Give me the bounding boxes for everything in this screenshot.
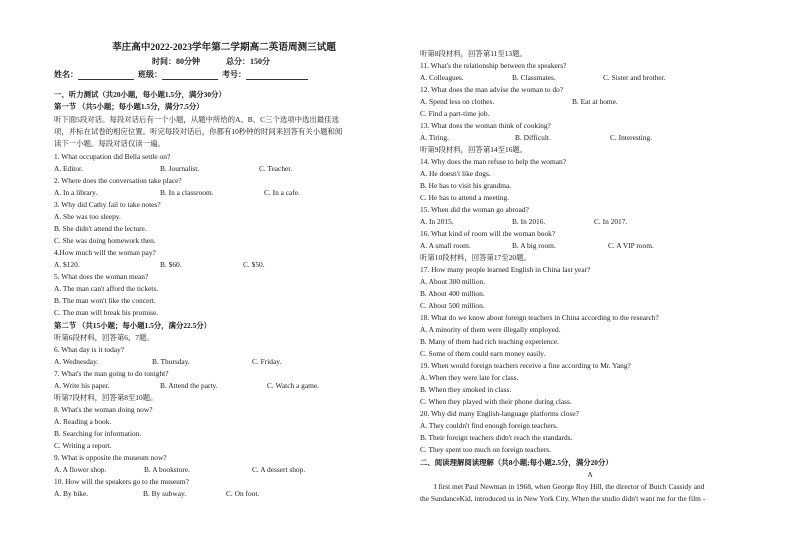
- option-c: C. A dessert shop.: [252, 465, 306, 474]
- option-c: C. In a cafe.: [264, 188, 300, 197]
- option-b: B. A bookstore.: [144, 465, 190, 474]
- option-b: B. Many of them had rich teaching experience.: [420, 337, 559, 346]
- question-stem: 11. What's the relationship between the speakers?: [420, 61, 567, 70]
- option-b: B. In 2016.: [512, 217, 546, 226]
- question-stem: 9. What is opposite the museum now?: [54, 453, 167, 462]
- option-b: B. In a classroom.: [160, 188, 214, 197]
- option-c: C. She was doing homework then.: [54, 236, 156, 245]
- option-c: C. They spent too much on foreign teachers.: [420, 445, 552, 454]
- option-a: A. Editor.: [54, 164, 83, 173]
- option-b: B. $60.: [160, 260, 182, 269]
- right-column: [420, 0, 760, 560]
- option-c: C. The man will break his promise.: [54, 308, 159, 317]
- exam-no-label: 考号：: [222, 70, 246, 79]
- question-stem: 19. When would foreign teachers receive a fine according to Mr. Yang?: [420, 361, 631, 370]
- passage-line-1: I first met Paul Newman in 1968, when George Roy Hill, the director of Butch Cassidy and: [434, 482, 705, 491]
- option-a: A. By bike.: [54, 489, 89, 498]
- option-b: B. By subway.: [143, 489, 187, 498]
- option-b: B. Thursday.: [152, 357, 190, 366]
- option-c: C. Friday.: [252, 357, 282, 366]
- question-stem: 3. Why did Cathy fail to take notes?: [54, 200, 161, 209]
- option-a: A. Tiring.: [420, 133, 449, 142]
- option-b: B. Searching for information.: [54, 429, 142, 438]
- question-stem: 13. What does the woman think of cooking?: [420, 121, 551, 130]
- option-a: A. In a library.: [54, 188, 98, 197]
- material-label: 听第7段材料，回答第8至10题。: [54, 393, 158, 402]
- question-stem: 20. Why did many English-language platforms close?: [420, 409, 579, 418]
- question-stem: 16. What kind of room will the woman book?: [420, 229, 556, 238]
- option-b: B. About 400 million.: [420, 289, 485, 298]
- exam-score: 总分：150分: [226, 57, 270, 66]
- option-a: A. Write his paper.: [54, 381, 110, 390]
- option-c: C. Find a part-time job.: [420, 109, 490, 118]
- option-a: A. They couldn't find enough foreign teachers.: [420, 421, 558, 430]
- option-a: A. About 300 million.: [420, 277, 486, 286]
- passage-letter: A: [587, 470, 593, 479]
- option-c: C. Writing a report.: [54, 441, 112, 450]
- option-a: A. $120.: [54, 260, 80, 269]
- question-stem: 15. When did the woman go abroad?: [420, 205, 529, 214]
- material-label: 听第6段材料，回答第6、7题。: [54, 333, 154, 342]
- option-a: A. Spend less on clothes.: [420, 97, 495, 106]
- option-b: B. Eat at home.: [572, 97, 618, 106]
- question-stem: 10. How will the speakers go to the museum?: [54, 477, 189, 486]
- option-a: A. In 2015.: [420, 217, 454, 226]
- section2-heading: 二、阅读理解阅读理解（共8小题;每小题2.5分，满分20分）: [420, 458, 613, 467]
- option-b: B. He has to visit his grandma.: [420, 181, 512, 190]
- option-b: B. She didn't attend the lecture.: [54, 224, 147, 233]
- option-a: A. He doesn't like dogs.: [420, 169, 491, 178]
- option-c: C. $50.: [243, 260, 265, 269]
- option-b: B. When they smoked in class.: [420, 385, 512, 394]
- question-stem: 8. What's the woman doing now?: [54, 405, 153, 414]
- option-a: A. Colleagues.: [420, 73, 464, 82]
- question-stem: 12. What does the man advise the woman to do?: [420, 85, 564, 94]
- material-label: 听第9段材料，回答第14至16题。: [420, 145, 528, 154]
- part1-heading: 第一节 （共5小题；每小题1.5分，满分7.5分）: [54, 102, 204, 111]
- option-c: C. About 500 million.: [420, 301, 485, 310]
- section1-heading: 一、听力测试（共20小题，每小题1.5分，满分30分）: [54, 90, 226, 99]
- question-stem: 7. What's the man going to do tonight?: [54, 369, 169, 378]
- option-c: C. Teacher.: [259, 164, 293, 173]
- option-c: C. Watch a game.: [267, 381, 320, 390]
- question-stem: 5. What does the woman mean?: [54, 272, 149, 281]
- exam-time: 时间：80分钟: [152, 57, 200, 66]
- question-stem: 2. Where does the conversation take place?: [54, 176, 182, 185]
- question-stem: 4.How much will the woman pay?: [54, 248, 156, 257]
- question-stem: 18. What do we know about foreign teachers in China according to the research?: [420, 313, 659, 322]
- option-c: C. Some of them could earn money easily.: [420, 349, 546, 358]
- option-a: A. A small room.: [420, 241, 471, 250]
- exam-no-field[interactable]: [246, 72, 308, 80]
- material-label: 听第8段材料，回答第11至13题。: [420, 49, 527, 58]
- option-b: B. Difficult.: [515, 133, 551, 142]
- option-a: A. Wednesday.: [54, 357, 99, 366]
- class-label: 班级：: [138, 70, 162, 79]
- name-label: 姓名：: [54, 70, 78, 79]
- question-stem: 14. Why does the man refuse to help the woman?: [420, 157, 566, 166]
- exam-title: 莘庄高中2022-2023学年第二学期高二英语周测三试题: [112, 42, 336, 53]
- option-b: B. A big room.: [512, 241, 556, 250]
- option-c: C. He has to attend a meeting.: [420, 193, 510, 202]
- question-stem: 17. How many people learned English in China last year?: [420, 265, 591, 274]
- material-label: 听第10段材料，回答第17至20题。: [420, 253, 531, 262]
- option-a: A. When they were late for class.: [420, 373, 519, 382]
- part2-heading: 第二节 （共15小题；每小题1.5分，满分22.5分）: [54, 321, 212, 330]
- option-a: A. The man can't afford the tickets.: [54, 284, 159, 293]
- option-c: C. A VIP room.: [608, 241, 654, 250]
- passage-line-2: the SundanceKid, introduced us in New York City. When the studio didn't want me for the film -: [420, 494, 706, 503]
- option-c: C. In 2017.: [594, 217, 628, 226]
- question-stem: 6. What day is it today?: [54, 345, 125, 354]
- question-stem: 1. What occupation did Bella settle on?: [54, 152, 171, 161]
- option-a: A. Reading a book.: [54, 417, 112, 426]
- student-info-row: [54, 70, 310, 80]
- name-field[interactable]: [78, 72, 134, 80]
- option-c: C. On foot.: [226, 489, 260, 498]
- option-b: B. Attend the party.: [160, 381, 218, 390]
- instructions-line-3: 读下一小题。每段对话仅读一遍。: [54, 139, 165, 148]
- option-a: A. A minority of them were illegally employed.: [420, 325, 561, 334]
- option-c: C. When they played with their phone during class.: [420, 397, 572, 406]
- class-field[interactable]: [162, 72, 218, 80]
- option-b: B. Their foreign teachers didn't reach the standards.: [420, 433, 573, 442]
- instructions-line-2: 项，并标在试卷的相应位置。听完每段对话后，你都有10秒钟的时间来回答有关小题和阅: [54, 127, 343, 136]
- option-b: B. Classmates.: [512, 73, 556, 82]
- option-c: C. Interesting.: [610, 133, 653, 142]
- option-b: B. The man won't like the concert.: [54, 296, 156, 305]
- option-a: A. She was too sleepy.: [54, 212, 121, 221]
- option-b: B. Journalist.: [160, 164, 200, 173]
- left-column: [54, 0, 394, 560]
- instructions-line-1: 听下面5段对话。每段对话后有一个小题，从题中所给的A、B、C三个选项中选出最佳选: [54, 115, 339, 124]
- option-c: C. Sister and brother.: [603, 73, 666, 82]
- option-a: A. A flower shop.: [54, 465, 107, 474]
